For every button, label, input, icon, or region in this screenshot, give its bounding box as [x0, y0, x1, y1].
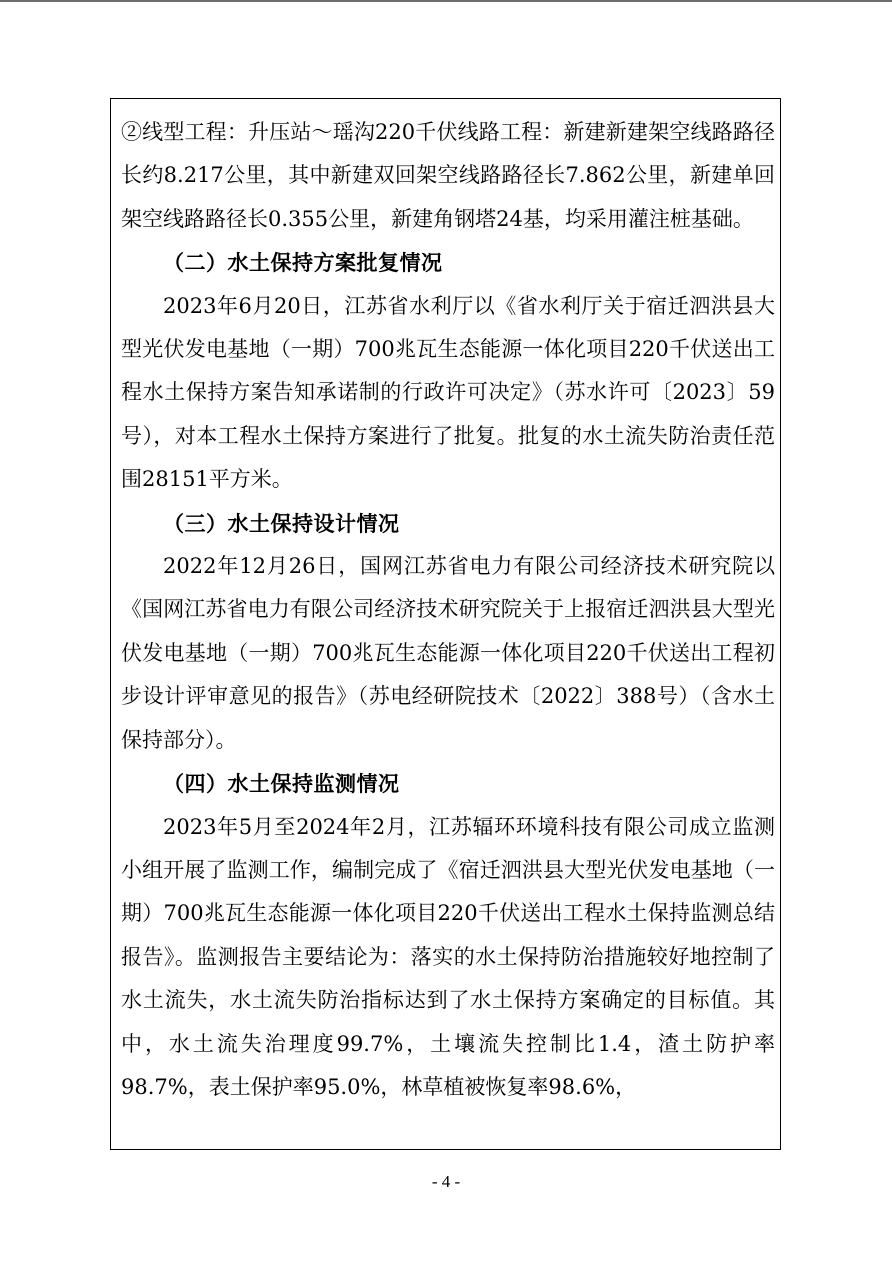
paragraph-line-project: ②线型工程：升压站～瑶沟220千伏线路工程：新建新建架空线路路径长约8.217公里，其中新建双回架空线路路径长7.862公里，新建单回架空线路路径长0.355公里，新建角钢塔24基，均采用灌注桩基础。	[121, 120, 775, 231]
section-heading-monitoring: （四）水土保持监测情况	[163, 771, 400, 797]
section-heading-design: （三）水土保持设计情况	[163, 510, 400, 536]
document-body	[121, 111, 775, 1109]
section-heading-plan-approval: （二）水土保持方案批复情况	[163, 250, 443, 276]
top-border-line	[0, 0, 892, 2]
paragraph-plan-approval: 2023年6月20日，江苏省水利厅以《省水利厅关于宿迁泗洪县大型光伏发电基地（一期）700兆瓦生态能源一体化项目220千伏送出工程水土保持方案告知承诺制的行政许可决定》（苏水许可〔2023〕59号），对本工程水土保持方案进行了批复。批复的水土流失防治责任范围28151平方米。	[121, 293, 775, 492]
page-number: - 4 -	[431, 1172, 461, 1191]
paragraph-monitoring: 2023年5月至2024年2月，江苏辐环环境科技有限公司成立监测小组开展了监测工作，编制完成了《宿迁泗洪县大型光伏发电基地（一期）700兆瓦生态能源一体化项目220千伏送出工程水土保持监测总结报告》。监测报告主要结论为：落实的水土保持防治措施较好地控制了水土流失，水土流失防治指标达到了水土保持方案确定的目标值。其中，水土流失治理度99.7%，土壤流失控制比1.4，渣土防护率98.7%，表土保护率95.0%，林草植被恢复率98.6%，	[121, 814, 775, 1099]
paragraph-design: 2022年12月26日，国网江苏省电力有限公司经济技术研究院以《国网江苏省电力有限公司经济技术研究院关于上报宿迁泗洪县大型光伏发电基地（一期）700兆瓦生态能源一体化项目220千伏送出工程初步设计评审意见的报告》（苏电经研院技术〔2022〕388号）（含水土保持部分）。	[121, 554, 775, 752]
